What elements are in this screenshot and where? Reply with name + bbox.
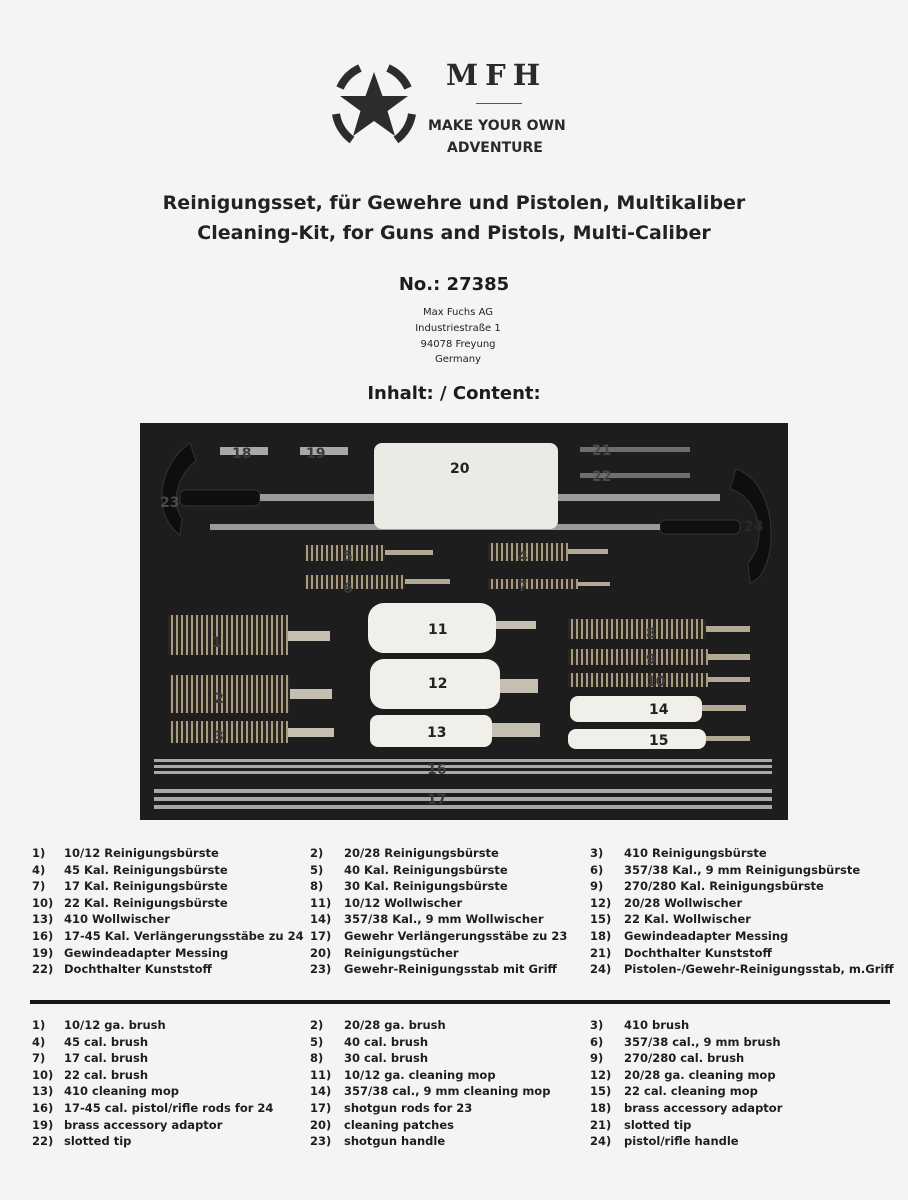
- mop-14: [570, 696, 702, 722]
- parts-de-item-number: 9): [590, 879, 604, 894]
- brush-2-stem: [290, 689, 332, 699]
- parts-de-item-number: 22): [32, 962, 54, 977]
- mop-15-stem: [706, 736, 750, 741]
- callout-12: 12: [428, 676, 448, 692]
- mop-11-stem: [496, 621, 536, 629]
- parts-de-item-number: 15): [590, 912, 612, 927]
- brand-tagline-line-2: ADVENTURE: [447, 140, 543, 156]
- parts-en-item-label: slotted tip: [64, 1134, 132, 1149]
- callout-16: 16: [427, 762, 447, 778]
- parts-de-item-label: 17-45 Kal. Verlängerungsstäbe zu 24: [64, 929, 304, 943]
- brush-9-stem: [708, 654, 750, 660]
- address-street: Industriestraße 1: [415, 323, 501, 334]
- callout-15: 15: [649, 733, 669, 749]
- callout-6: 6: [343, 581, 353, 597]
- cleaning-patches: [374, 443, 558, 529]
- parts-en-item-label: pistol/rifle handle: [624, 1134, 739, 1149]
- parts-de-item-label: 20/28 Reinigungsbürste: [344, 846, 499, 860]
- parts-en-item-number: 22): [32, 1134, 54, 1149]
- parts-en-item-label: 30 cal. brush: [344, 1051, 429, 1066]
- parts-de-item-label: Pistolen-/Gewehr-Reinigungsstab, m.Griff: [624, 962, 894, 977]
- parts-en-item-number: 14): [310, 1084, 332, 1099]
- callout-24: 24: [744, 519, 764, 535]
- parts-de-item-number: 12): [590, 895, 612, 910]
- parts-en-item-label: 357/38 cal., 9 mm brush: [624, 1034, 781, 1049]
- parts-en-item-label: brass accessory adaptor: [64, 1117, 223, 1132]
- brush-10-stem: [708, 677, 750, 682]
- brush-8: [568, 619, 706, 639]
- callout-11: 11: [428, 622, 448, 638]
- parts-de-item-label: Gewehr Verlängerungsstäbe zu 23: [344, 929, 568, 943]
- parts-de-item-number: 18): [590, 929, 612, 943]
- rods-16-b: [154, 765, 772, 768]
- parts-de-item-number: 24): [590, 962, 612, 977]
- brand-name: MFH: [446, 58, 548, 92]
- parts-de-item-label: Dochthalter Kunststoff: [64, 962, 212, 977]
- parts-de-item-number: 6): [590, 862, 604, 877]
- parts-de-item-label: 22 Kal. Reinigungsbürste: [64, 895, 228, 910]
- parts-en-item-number: 9): [590, 1051, 604, 1066]
- brush-2: [170, 675, 290, 713]
- parts-en-item-label: 40 cal. brush: [344, 1034, 429, 1049]
- brush-6: [305, 575, 405, 589]
- callout-23: 23: [160, 495, 180, 511]
- parts-en-item-label: 22 cal. cleaning mop: [624, 1084, 758, 1099]
- parts-de-item-label: 22 Kal. Wollwischer: [624, 912, 751, 927]
- parts-de-item-number: 5): [310, 862, 324, 877]
- parts-en-item-label: 22 cal. brush: [64, 1067, 149, 1082]
- callout-9: 9: [646, 652, 656, 668]
- parts-de-item-label: 17 Kal. Reinigungsbürste: [64, 879, 228, 894]
- parts-en-item-number: 5): [310, 1034, 324, 1049]
- parts-de-item-number: 3): [590, 846, 604, 860]
- parts-en-item-number: 2): [310, 1018, 324, 1032]
- callout-5: 5: [343, 549, 353, 565]
- parts-en-item-label: 10/12 ga. brush: [64, 1018, 166, 1032]
- brush-7-stem: [578, 582, 610, 586]
- parts-de-item-label: Gewindeadapter Messing: [64, 945, 229, 960]
- parts-de-item-number: 11): [310, 895, 332, 910]
- parts-en-item-label: 410 cleaning mop: [64, 1084, 179, 1099]
- parts-en-item-label: shotgun handle: [344, 1134, 446, 1149]
- parts-de-item-number: 21): [590, 945, 612, 960]
- parts-en-item-label: cleaning patches: [344, 1117, 455, 1132]
- parts-de-item-number: 20): [310, 945, 332, 960]
- brush-1-stem: [288, 631, 330, 641]
- brush-8-stem: [706, 626, 750, 632]
- parts-de-item-label: 357/38 Kal., 9 mm Reinigungsbürste: [624, 862, 861, 877]
- mop-15: [568, 729, 706, 749]
- parts-en-item-number: 6): [590, 1034, 604, 1049]
- content-heading: Inhalt: / Content:: [367, 383, 541, 404]
- brand-divider: [476, 103, 522, 104]
- parts-en-item-label: 270/280 cal. brush: [624, 1051, 745, 1066]
- mfh-star-logo: [326, 58, 422, 154]
- callout-19: 19: [306, 446, 326, 462]
- callout-1: 1: [212, 635, 222, 651]
- address-country: Germany: [435, 354, 481, 365]
- parts-de-item-number: 14): [310, 912, 332, 927]
- parts-de-item-label: 270/280 Kal. Reinigungsbürste: [624, 879, 824, 894]
- mop-12-stem: [500, 679, 538, 693]
- parts-en-item-label: 17 cal. brush: [64, 1051, 149, 1066]
- pistol-handle-grip: [660, 520, 740, 534]
- parts-en-item-number: 15): [590, 1084, 612, 1099]
- brush-4: [488, 543, 568, 561]
- parts-de-item-label: 45 Kal. Reinigungsbürste: [64, 862, 228, 877]
- parts-en-item-number: 19): [32, 1117, 54, 1132]
- callout-13: 13: [427, 725, 447, 741]
- parts-en-item-number: 16): [32, 1101, 54, 1115]
- parts-en-item-label: 357/38 cal., 9 mm cleaning mop: [344, 1084, 551, 1099]
- parts-de-item-label: 410 Wollwischer: [64, 912, 170, 927]
- rods-16-c: [154, 771, 772, 774]
- brush-7: [488, 579, 578, 589]
- mop-14-stem: [702, 705, 746, 711]
- parts-de-item-number: 7): [32, 879, 46, 894]
- callout-4: 4: [518, 549, 528, 565]
- parts-en-item-number: 24): [590, 1134, 612, 1149]
- callout-17: 17: [427, 792, 447, 808]
- callout-2: 2: [214, 691, 224, 707]
- brush-1: [168, 615, 288, 655]
- parts-en-item-number: 11): [310, 1067, 332, 1082]
- brush-4-stem: [568, 549, 608, 554]
- parts-de-item-label: 10/12 Wollwischer: [344, 895, 463, 910]
- parts-de-item-number: 13): [32, 912, 54, 927]
- rods-17-b: [154, 797, 772, 801]
- parts-en-item-label: brass accessory adaptor: [624, 1101, 783, 1115]
- product-photo: [140, 423, 788, 820]
- brush-6-stem: [405, 579, 450, 584]
- parts-de-item-label: 10/12 Reinigungsbürste: [64, 846, 219, 860]
- mop-13-stem: [492, 723, 540, 737]
- parts-en-item-number: 20): [310, 1117, 332, 1132]
- parts-de-item-label: 410 Reinigungsbürste: [624, 846, 767, 860]
- section-divider: [30, 1000, 890, 1004]
- parts-de-item-number: 2): [310, 846, 324, 860]
- brand-tagline-line-1: MAKE YOUR OWN: [428, 118, 566, 134]
- parts-de-item-number: 23): [310, 962, 332, 977]
- callout-14: 14: [649, 702, 669, 718]
- parts-en-item-label: 410 brush: [624, 1018, 690, 1032]
- parts-en-item-number: 18): [590, 1101, 612, 1115]
- callout-18: 18: [232, 446, 252, 462]
- parts-de-item-label: 20/28 Wollwischer: [624, 895, 743, 910]
- parts-en-item-label: 10/12 ga. cleaning mop: [344, 1067, 496, 1082]
- brush-3-stem: [288, 728, 334, 737]
- rods-16-a: [154, 759, 772, 762]
- callout-22: 22: [592, 469, 612, 485]
- parts-en-item-number: 4): [32, 1034, 46, 1049]
- parts-de-item-number: 10): [32, 895, 54, 910]
- parts-de-item-number: 1): [32, 846, 46, 860]
- parts-en-item-number: 12): [590, 1067, 612, 1082]
- brush-5-stem: [385, 550, 433, 555]
- parts-de-item-label: Dochthalter Kunststoff: [624, 945, 772, 960]
- parts-en-item-number: 23): [310, 1134, 332, 1149]
- parts-en-item-label: slotted tip: [624, 1117, 692, 1132]
- callout-8: 8: [646, 626, 656, 642]
- parts-en-item-number: 17): [310, 1101, 332, 1115]
- parts-en-item-number: 1): [32, 1018, 46, 1032]
- article-number: No.: 27385: [398, 274, 510, 295]
- parts-de-item-label: Reinigungstücher: [344, 945, 459, 960]
- parts-de-item-label: 357/38 Kal., 9 mm Wollwischer: [344, 912, 544, 927]
- parts-de-item-number: 17): [310, 929, 332, 943]
- parts-en-item-number: 21): [590, 1117, 612, 1132]
- parts-de-item-number: 4): [32, 862, 46, 877]
- parts-en-item-number: 7): [32, 1051, 46, 1066]
- parts-en-item-label: 20/28 ga. brush: [344, 1018, 446, 1032]
- parts-de-item-label: Gewehr-Reinigungsstab mit Griff: [344, 962, 557, 977]
- brush-3: [170, 721, 288, 743]
- parts-de-item-label: 40 Kal. Reinigungsbürste: [344, 862, 508, 877]
- parts-en-item-label: 20/28 ga. cleaning mop: [624, 1067, 776, 1082]
- brush-9: [568, 649, 708, 665]
- rods-17-c: [154, 805, 772, 809]
- callout-7: 7: [518, 579, 528, 595]
- parts-en-item-label: 17-45 cal. pistol/rifle rods for 24: [64, 1101, 274, 1115]
- title-english: Cleaning-Kit, for Guns and Pistols, Multi-Caliber: [197, 222, 711, 244]
- parts-en-item-number: 8): [310, 1051, 324, 1066]
- parts-en-item-label: shotgun rods for 23: [344, 1101, 473, 1115]
- address-company: Max Fuchs AG: [422, 307, 494, 318]
- address-city: 94078 Freyung: [420, 339, 496, 350]
- shotgun-handle-grip: [180, 490, 260, 506]
- brush-10: [568, 673, 708, 687]
- callout-3: 3: [214, 729, 224, 745]
- parts-en-item-number: 10): [32, 1067, 54, 1082]
- parts-de-item-label: 30 Kal. Reinigungsbürste: [344, 879, 508, 894]
- parts-de-item-number: 19): [32, 945, 54, 960]
- parts-de-item-number: 16): [32, 929, 54, 943]
- title-german: Reinigungsset, für Gewehre und Pistolen, Multikaliber: [162, 192, 746, 214]
- callout-20: 20: [450, 461, 470, 477]
- parts-en-item-label: 45 cal. brush: [64, 1034, 149, 1049]
- callout-10: 10: [646, 674, 666, 690]
- parts-de-item-label: Gewindeadapter Messing: [624, 929, 789, 943]
- parts-en-item-number: 3): [590, 1018, 604, 1032]
- callout-21: 21: [592, 443, 612, 459]
- parts-en-item-number: 13): [32, 1084, 54, 1099]
- parts-de-item-number: 8): [310, 879, 324, 894]
- rods-17-a: [154, 789, 772, 793]
